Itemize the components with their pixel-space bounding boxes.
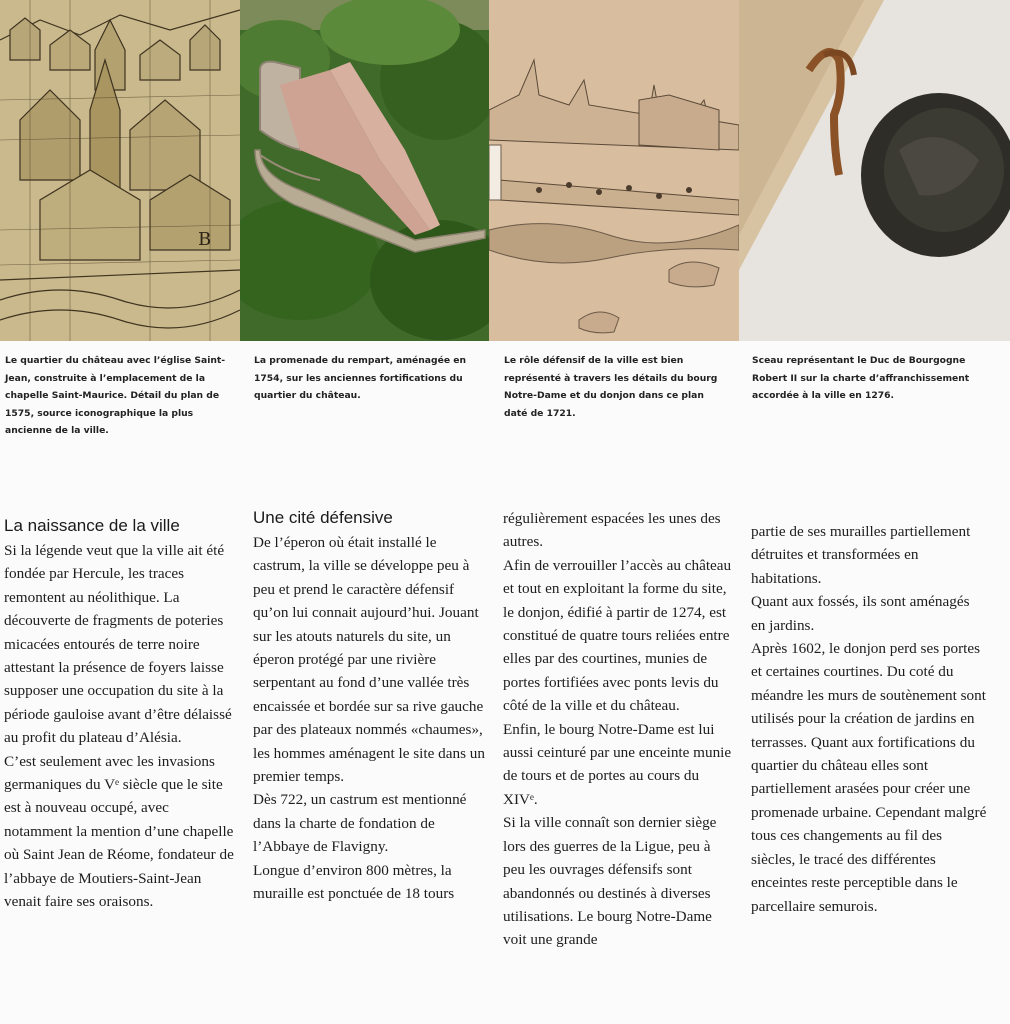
paragraph: Quant aux fossés, ils sont aménagés en jardins. bbox=[751, 593, 970, 634]
text-column-4 bbox=[751, 520, 987, 918]
paragraph: Après 1602, le donjon perd ses portes et certaines courtines. Du coté du méandre les murs de soutènement sont utilisés pour la création de jardins en terrasses. Quant aux fortifications du quartier du château elles sont partiellement arasées pour créer une promenade urbaine. Cependant malgré tous ces changements au fil des siècles, le tracé des différentes enceintes reste perceptible dans le parcellaire semurois. bbox=[751, 640, 987, 915]
paragraph: Afin de verrouiller l’accès au château et tout en exploitant la forme du site, le donjon, édifié à partir de 1274, est constitué de quatre tours reliées entre elles par des courtines, munies de portes fortifiées avec ponts levis du côté de la ville et du château. bbox=[503, 556, 732, 715]
section-title-naissance: La naissance de la ville bbox=[4, 516, 180, 535]
paragraph: régulièrement espacées les unes des autres. bbox=[503, 510, 721, 551]
text-column-2 bbox=[253, 506, 489, 906]
ducal-seal-photo bbox=[739, 0, 1010, 341]
rampart-promenade-photo bbox=[240, 0, 489, 341]
paragraph: Si la ville connaît son dernier siège lors des guerres de la Ligue, peu à peu les ouvrages défensifs sont abandonnés ou destinés à diverses utilisations. Le bourg Notre-Dame voit une grande bbox=[503, 814, 717, 949]
plan-letter-label: B bbox=[198, 229, 212, 250]
text-column-3 bbox=[503, 507, 735, 952]
paragraph: De l’éperon où était installé le castrum, la ville se développe peu à peu et prend le caractère défensif qu’on lui connait aujourd’hui. Jouant sur les atouts naturels du site, un éperon protégé par une rivière serpentant au fond d’une vallée très encaissée et bordée sur sa rive gauche par des plateaux nommés «chaumes», les hommes aménagent le site dans un premier temps. bbox=[253, 534, 485, 786]
plan-1721-drawing-image bbox=[489, 0, 739, 341]
paragraph: Longue d’environ 800 mètres, la muraille est ponctuée de 18 tours bbox=[253, 861, 455, 903]
paragraph: partie de ses murailles partiellement détruites et transformées en habitations. bbox=[751, 523, 971, 587]
paragraph: Dès 722, un castrum est mentionné dans la charte de fondation de l’Abbaye de Flavigny. bbox=[253, 791, 467, 856]
caption-chateau-quarter: Le quartier du château avec l’église Saint-Jean, construite à l’emplacement de la chapelle Saint-Maurice. Détail du plan de 1575, source iconographique la plus ancienne de la ville. bbox=[5, 355, 226, 437]
caption-defensive-plan: Le rôle défensif de la ville est bien représenté à travers les détails du bourg Notre-Dame et du donjon dans ce plan daté de 1721. bbox=[504, 355, 718, 419]
caption-rampart-promenade: La promenade du rempart, aménagée en 1754, sur les anciennes fortifications du quartier du château. bbox=[254, 355, 467, 402]
paragraph: Si la légende veut que la ville ait été fondée par Hercule, les traces remontent au néolithique. La découverte de fragments de poteries micacées entourés de terre noire attestant la présence de foyers laisse supposer une occupation du site à la période gauloise avant d’être délaissé au profit du plateau d’Alésia. bbox=[4, 542, 232, 747]
photo-strip bbox=[0, 0, 1010, 341]
paragraph: C’est seulement avec les invasions germaniques du Vᵉ siècle que le site est à nouveau occupé, avec notamment la mention d’une chapelle où Saint Jean de Réome, fondateur de l’abbaye de Moutiers-Saint-Jean venait faire ses oraisons. bbox=[4, 752, 234, 911]
text-column-1 bbox=[4, 514, 240, 914]
section-title-defensive: Une cité défensive bbox=[253, 508, 393, 527]
paragraph: Enfin, le bourg Notre-Dame est lui aussi ceinturé par une enceinte munie de tours et de portes au cours du XIVᵉ. bbox=[503, 720, 732, 808]
engraving-plan-1575-image bbox=[0, 0, 240, 341]
caption-ducal-seal: Sceau représentant le Duc de Bourgogne Robert II sur la charte d’affranchissement accordée à la ville en 1276. bbox=[752, 355, 970, 402]
